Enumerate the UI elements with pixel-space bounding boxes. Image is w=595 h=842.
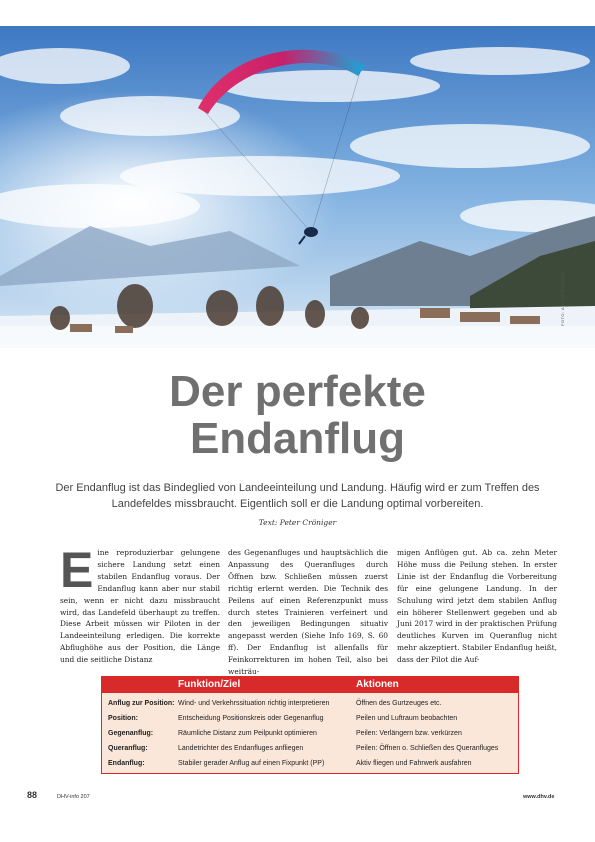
title-line-2: Endanflug xyxy=(189,414,406,463)
cell-ziel: Wind- und Verkehrssituation richtig interpretieren xyxy=(178,700,330,707)
cell-phase: Position: xyxy=(108,715,138,722)
body-column-3: migen Anflügen gut. Ab ca. zehn Meter Höhe muss die Peilung stehen. In erster Linie ist der Endanflug die Vorbereitung für eine gelungene Landung. In der Schulung wird jetzt dem stabilen Anflug ein höherer Stellenwert gegeben und ab Juni 2017 wird in der praktischen Prüfung deutliches Kurven im Queranflug nicht mehr akzeptiert. Stabiler Endanflug heißt, dass der Pilot die Auf- xyxy=(397,548,557,665)
table-row xyxy=(102,756,518,771)
info-table xyxy=(101,676,519,774)
cell-ziel: Landetrichter des Endanfluges anfliegen xyxy=(178,745,304,752)
cell-aktion: Aktiv fliegen und Fahrwerk ausfahren xyxy=(356,760,472,767)
cell-phase: Anflug zur Position: xyxy=(108,700,175,707)
table-row xyxy=(102,726,518,741)
photo-credit: FOTO: ADI GEISEGGER xyxy=(560,271,565,326)
hero-photo xyxy=(0,26,595,348)
header-aktionen: Aktionen xyxy=(356,679,399,690)
body-column-1 xyxy=(60,542,220,666)
cell-phase: Gegenanflug: xyxy=(108,730,154,737)
title-line-1: Der perfekte xyxy=(169,367,426,416)
column-1-text: ine reproduzierbar gelungene sichere Landung setzt einen stabilen Endanflug voraus. Der Endanflug kann aber nur stabil sein, wenn er nicht dazu missbraucht wird, das Landefeld überhaupt zu treffen. Diese Arbeit müssen wir Piloten in der Landeeinteilung erledigen. Die korrekte Abflughöhe aus der Position, die Länge und die seitliche Distanz xyxy=(60,548,220,665)
article-lead: Der Endanflug ist das Bindeglied von Landeeinteilung und Landung. Häufig wird er zum Treffen des Landefeldes missbraucht. Eigentlich soll er die Landung optimal vorbereiten. xyxy=(55,482,540,510)
cell-phase: Queranflug: xyxy=(108,745,148,752)
table-header xyxy=(102,677,518,693)
page-number: 88 xyxy=(27,790,38,800)
cell-ziel: Stabiler gerader Anflug auf einen Fixpunkt (PP) xyxy=(178,760,325,767)
paraglider-winter-landscape-image xyxy=(0,26,595,348)
table-row xyxy=(102,711,518,726)
drop-cap: E xyxy=(60,542,94,598)
magazine-issue: DHV-info 207 xyxy=(57,794,90,800)
byline: Text: Peter Cröniger xyxy=(258,518,337,527)
website-link[interactable]: www.dhv.de xyxy=(523,794,555,800)
cell-ziel: Räumliche Distanz zum Peilpunkt optimieren xyxy=(178,730,317,737)
table-row xyxy=(102,696,518,711)
cell-aktion: Peilen und Luftraum beobachten xyxy=(356,715,458,722)
cell-ziel: Entscheidung Positionskreis oder Gegenanflug xyxy=(178,715,324,722)
body-column-2: des Gegenanfluges und hauptsächlich die Anpassung des Queranfluges durch Öffnen bzw. Schließen müssen zuerst richtig erlernt werden. Die Technik des Peilens auf einen Referenzpunkt muss durch stetes Trainieren verfeinert und den jeweiligen Bedingungen situativ angepasst werden (Siehe Info 169, S. 60 ff). Der Endanflug ist allenfalls für Feinkorrekturen im hohen Teil, also bei weiträu- xyxy=(228,548,388,677)
cell-aktion: Peilen: Öffnen o. Schließen des Queranfluges xyxy=(356,745,499,752)
article-title xyxy=(0,368,595,462)
header-funktion: Funktion/Ziel xyxy=(178,679,241,690)
cell-phase: Endanflug: xyxy=(108,760,145,767)
table-row xyxy=(102,741,518,756)
cell-aktion: Peilen: Verlängern bzw. verkürzen xyxy=(356,730,462,737)
cell-aktion: Öffnen des Gurtzeuges etc. xyxy=(356,700,442,707)
